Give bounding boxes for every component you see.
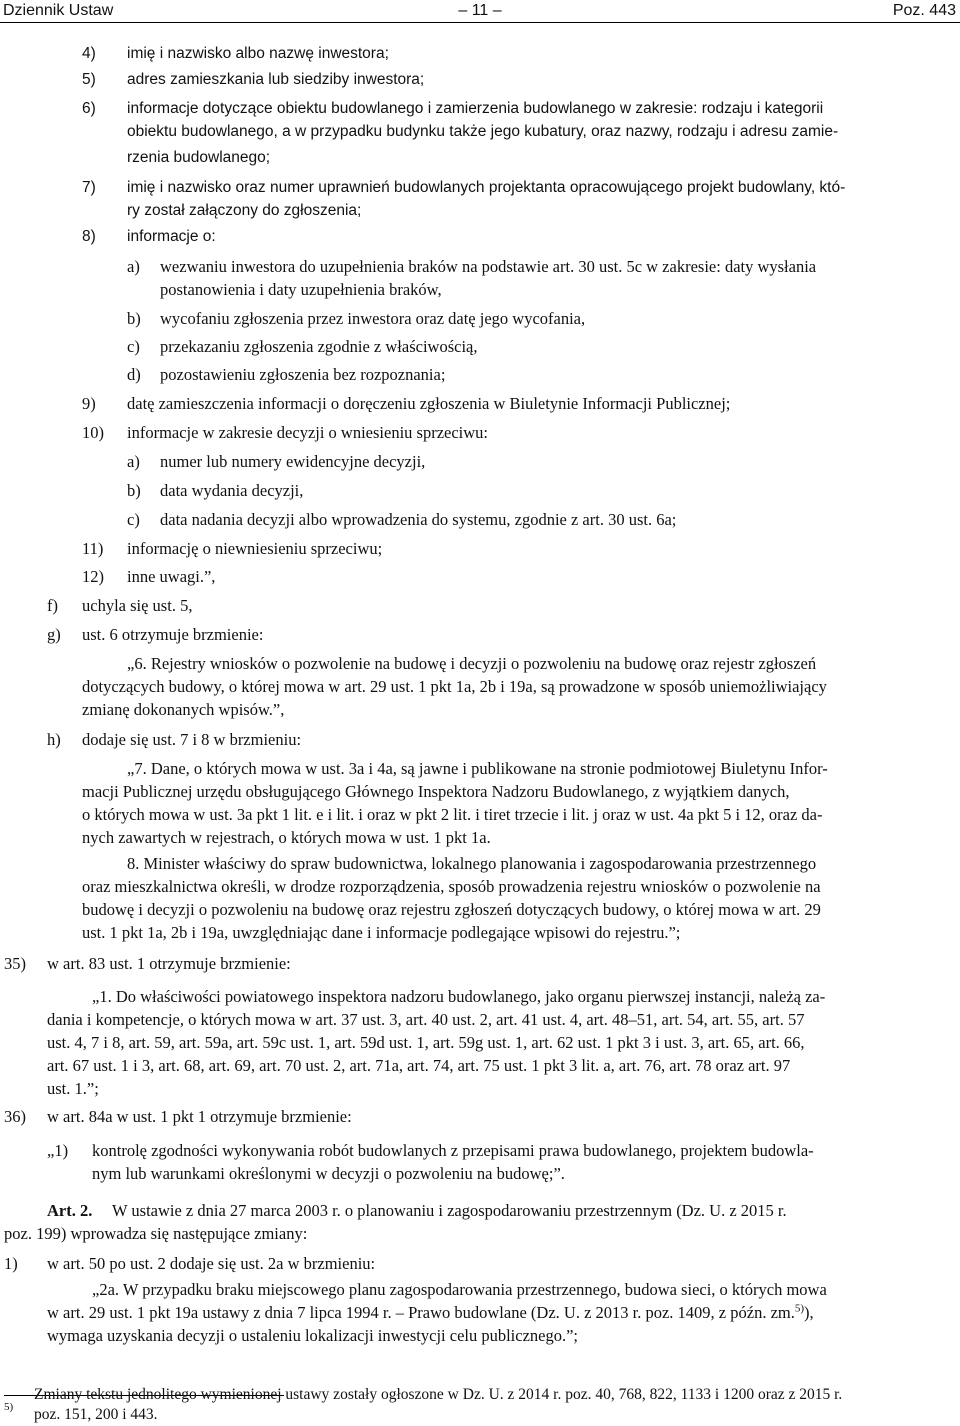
item-letter: b) bbox=[127, 309, 141, 328]
footnote-text: Zmiany tekstu jednolitego wymienionej ustawy zostały ogłoszone w Dz. U. z 2014 r. poz. 40, 768, 822, 1133 i 1200 oraz z 2015 r. bbox=[34, 1386, 843, 1403]
quoted-text: ust. 1.”; bbox=[47, 1079, 99, 1098]
quoted-text: nym lub warunkami określonymi w decyzji o pozwoleniu na budowę;”. bbox=[92, 1164, 565, 1183]
item-number: 35) bbox=[4, 954, 26, 973]
item-letter: c) bbox=[127, 510, 140, 529]
item-letter: a) bbox=[127, 257, 140, 276]
item-text: w art. 84a w ust. 1 pkt 1 otrzymuje brzmienie: bbox=[47, 1107, 352, 1126]
item-text: informacje w zakresie decyzji o wniesieniu sprzeciwu: bbox=[127, 423, 489, 442]
item-text: inne uwagi.”, bbox=[127, 567, 216, 586]
quoted-text: 8. Minister właściwy do spraw budownictwa, lokalnego planowania i zagospodarowania przestrzennego bbox=[127, 854, 817, 873]
item-number: 11) bbox=[82, 539, 104, 558]
item-text: adres zamieszkania lub siedziby inwestora; bbox=[127, 71, 425, 88]
quoted-text bbox=[47, 1301, 957, 1324]
quoted-text: kontrolę zgodności wykonywania robót budowlanych z przepisami prawa budowlanego, projektem budowla- bbox=[92, 1141, 814, 1160]
article-text: poz. 199) wprowadza się następujące zmiany: bbox=[4, 1224, 308, 1243]
page-header bbox=[0, 0, 960, 23]
item-number: 12) bbox=[82, 567, 104, 586]
quoted-text-part: ), bbox=[804, 1303, 814, 1322]
page-number: – 11 – bbox=[458, 2, 502, 19]
item-text: w art. 83 ust. 1 otrzymuje brzmienie: bbox=[47, 954, 291, 973]
item-number: „1) bbox=[47, 1141, 69, 1160]
item-text: imię i nazwisko oraz numer uprawnień budowlanych projektanta opracowującego projekt budowlany, któ- bbox=[127, 179, 846, 196]
position-number: Poz. 443 bbox=[892, 2, 956, 19]
item-text: data nadania decyzji albo wprowadzenia do systemu, zgodnie z art. 30 ust. 6a; bbox=[160, 510, 677, 529]
footnote-ref: 5) bbox=[794, 1302, 805, 1315]
journal-title: Dziennik Ustaw bbox=[3, 2, 114, 19]
item-letter: a) bbox=[127, 452, 140, 471]
item-text: datę zamieszczenia informacji o doręczeniu zgłoszenia w Biuletynie Informacji Publicznej; bbox=[127, 394, 731, 413]
quoted-text: ust. 1 pkt 1a, 2b i 19a, uwzględniając dane i informacje podlegające wpisowi do rejestru.”; bbox=[82, 923, 681, 942]
item-text: obiektu budowlanego, a w przypadku budynku także jego kubatury, oraz nazwy, rodzaju i adresu zamie- bbox=[127, 123, 839, 140]
article-text: W ustawie z dnia 27 marca 2003 r. o planowaniu i zagospodarowaniu przestrzennym (Dz. U. z 2015 r. bbox=[112, 1201, 787, 1220]
item-number: 6) bbox=[82, 100, 96, 117]
item-number: 9) bbox=[82, 394, 96, 413]
item-text: pozostawieniu zgłoszenia bez rozpoznania; bbox=[160, 365, 446, 384]
item-text: informacje dotyczące obiektu budowlanego i zamierzenia budowlanego w zakresie: rodzaju i kategorii bbox=[127, 100, 824, 117]
item-letter: h) bbox=[47, 730, 61, 749]
quoted-text: „7. Dane, o których mowa w ust. 3a i 4a, są jawne i publikowane na stronie podmiotowej Biuletynu Infor- bbox=[127, 759, 828, 778]
item-letter: b) bbox=[127, 481, 141, 500]
item-number: 5) bbox=[82, 71, 96, 88]
item-letter: c) bbox=[127, 337, 140, 356]
quoted-text: „2a. W przypadku braku miejscowego planu zagospodarowania przestrzennego, budowa sieci, o których mowa bbox=[92, 1280, 827, 1299]
item-text: uchyla się ust. 5, bbox=[82, 596, 193, 615]
item-text: rzenia budowlanego; bbox=[127, 149, 271, 166]
footnote-text: poz. 151, 200 i 443. bbox=[34, 1406, 158, 1423]
quoted-text: nych zawartych w rejestrach, o których mowa w ust. 1 pkt 1a. bbox=[82, 828, 491, 847]
item-text: postanowienia i daty uzupełnienia braków, bbox=[160, 280, 442, 299]
item-text: w art. 50 po ust. 2 dodaje się ust. 2a w brzmieniu: bbox=[47, 1254, 376, 1273]
item-text: informację o niewniesieniu sprzeciwu; bbox=[127, 539, 383, 558]
item-text: wezwaniu inwestora do uzupełnienia braków na podstawie art. 30 ust. 5c w zakresie: daty wysłania bbox=[160, 257, 817, 276]
quoted-text: o których mowa w ust. 3a pkt 1 lit. e i lit. i oraz w pkt 2 lit. i tiret trzecie i lit. j oraz w ust. 4a pkt 5 i 12, oraz da- bbox=[82, 805, 823, 824]
quoted-text: budowę i decyzji o pozwoleniu na budowę oraz rejestru zgłoszeń dotyczących budowy, o której mowa w art. 29 bbox=[82, 900, 821, 919]
quoted-text: „1. Do właściwości powiatowego inspektora nadzoru budowlanego, jako organu pierwszej instancji, należą za- bbox=[92, 987, 826, 1006]
item-text: data wydania decyzji, bbox=[160, 481, 304, 500]
quoted-text: „6. Rejestry wniosków o pozwolenie na budowę i decyzji o pozwoleniu na budowę oraz rejestr zgłoszeń bbox=[127, 654, 817, 673]
item-text: numer lub numery ewidencyjne decyzji, bbox=[160, 452, 426, 471]
quoted-text: wymaga uzyskania decyzji o ustaleniu lokalizacji inwestycji celu publicznego.”; bbox=[47, 1326, 579, 1345]
quoted-text: macji Publicznej urzędu obsługującego Głównego Inspektora Nadzoru Budowlanego, z wyjątkiem danych, bbox=[82, 782, 790, 801]
item-number: 36) bbox=[4, 1107, 26, 1126]
item-number: 1) bbox=[4, 1254, 18, 1273]
quoted-text: dotyczących budowy, o której mowa w art. 29 ust. 1 pkt 1a, 2b i 19a, są prowadzone w sposób uniemożliwiający bbox=[82, 677, 827, 696]
item-number: 7) bbox=[82, 179, 96, 196]
item-text: wycofaniu zgłoszenia przez inwestora oraz datę jego wycofania, bbox=[160, 309, 586, 328]
article-label: Art. 2. bbox=[47, 1201, 93, 1220]
item-number: 8) bbox=[82, 228, 96, 245]
item-text: ust. 6 otrzymuje brzmienie: bbox=[82, 625, 264, 644]
quoted-text: art. 67 ust. 1 i 3, art. 68, art. 69, art. 70 ust. 2, art. 71a, art. 74, art. 75 ust. 1 pkt 3 lit. a, art. 76, art. 78 oraz art. 97 bbox=[47, 1056, 791, 1075]
item-number: 4) bbox=[82, 45, 96, 62]
quoted-text: dania i kompetencje, o których mowa w art. 37 ust. 3, art. 40 ust. 2, art. 41 ust. 4, art. 48–51, art. 54, art. 55, art. 57 bbox=[47, 1010, 805, 1029]
quoted-text-part: w art. 29 ust. 1 pkt 19a ustawy z dnia 7 lipca 1994 r. – Prawo budowlane (Dz. U. z 2013 r. poz. 1409, z późn. zm. bbox=[47, 1303, 795, 1322]
quoted-text: ust. 4, 7 i 8, art. 59, art. 59a, art. 59c ust. 1, art. 59d ust. 1, art. 59g ust. 1, art. 62 ust. 1 pkt 3 i ust. 3, art. 65, art. 66, bbox=[47, 1033, 805, 1052]
item-text: ry został załączony do zgłoszenia; bbox=[127, 202, 362, 219]
item-number: 10) bbox=[82, 423, 104, 442]
item-text: przekazaniu zgłoszenia zgodnie z właściwością, bbox=[160, 337, 478, 356]
item-letter: f) bbox=[47, 596, 58, 615]
item-letter: g) bbox=[47, 625, 61, 644]
item-text: informacje o: bbox=[127, 228, 216, 245]
quoted-text: zmianę dokonanych wpisów.”, bbox=[82, 700, 285, 719]
item-text: imię i nazwisko albo nazwę inwestora; bbox=[127, 45, 389, 62]
quoted-text: oraz mieszkalnictwa określi, w drodze rozporządzenia, sposób prowadzenia rejestru wniosków o pozwolenie na bbox=[82, 877, 821, 896]
item-text: dodaje się ust. 7 i 8 w brzmieniu: bbox=[82, 730, 302, 749]
item-letter: d) bbox=[127, 365, 141, 384]
footnote-mark: 5) bbox=[4, 1401, 14, 1413]
